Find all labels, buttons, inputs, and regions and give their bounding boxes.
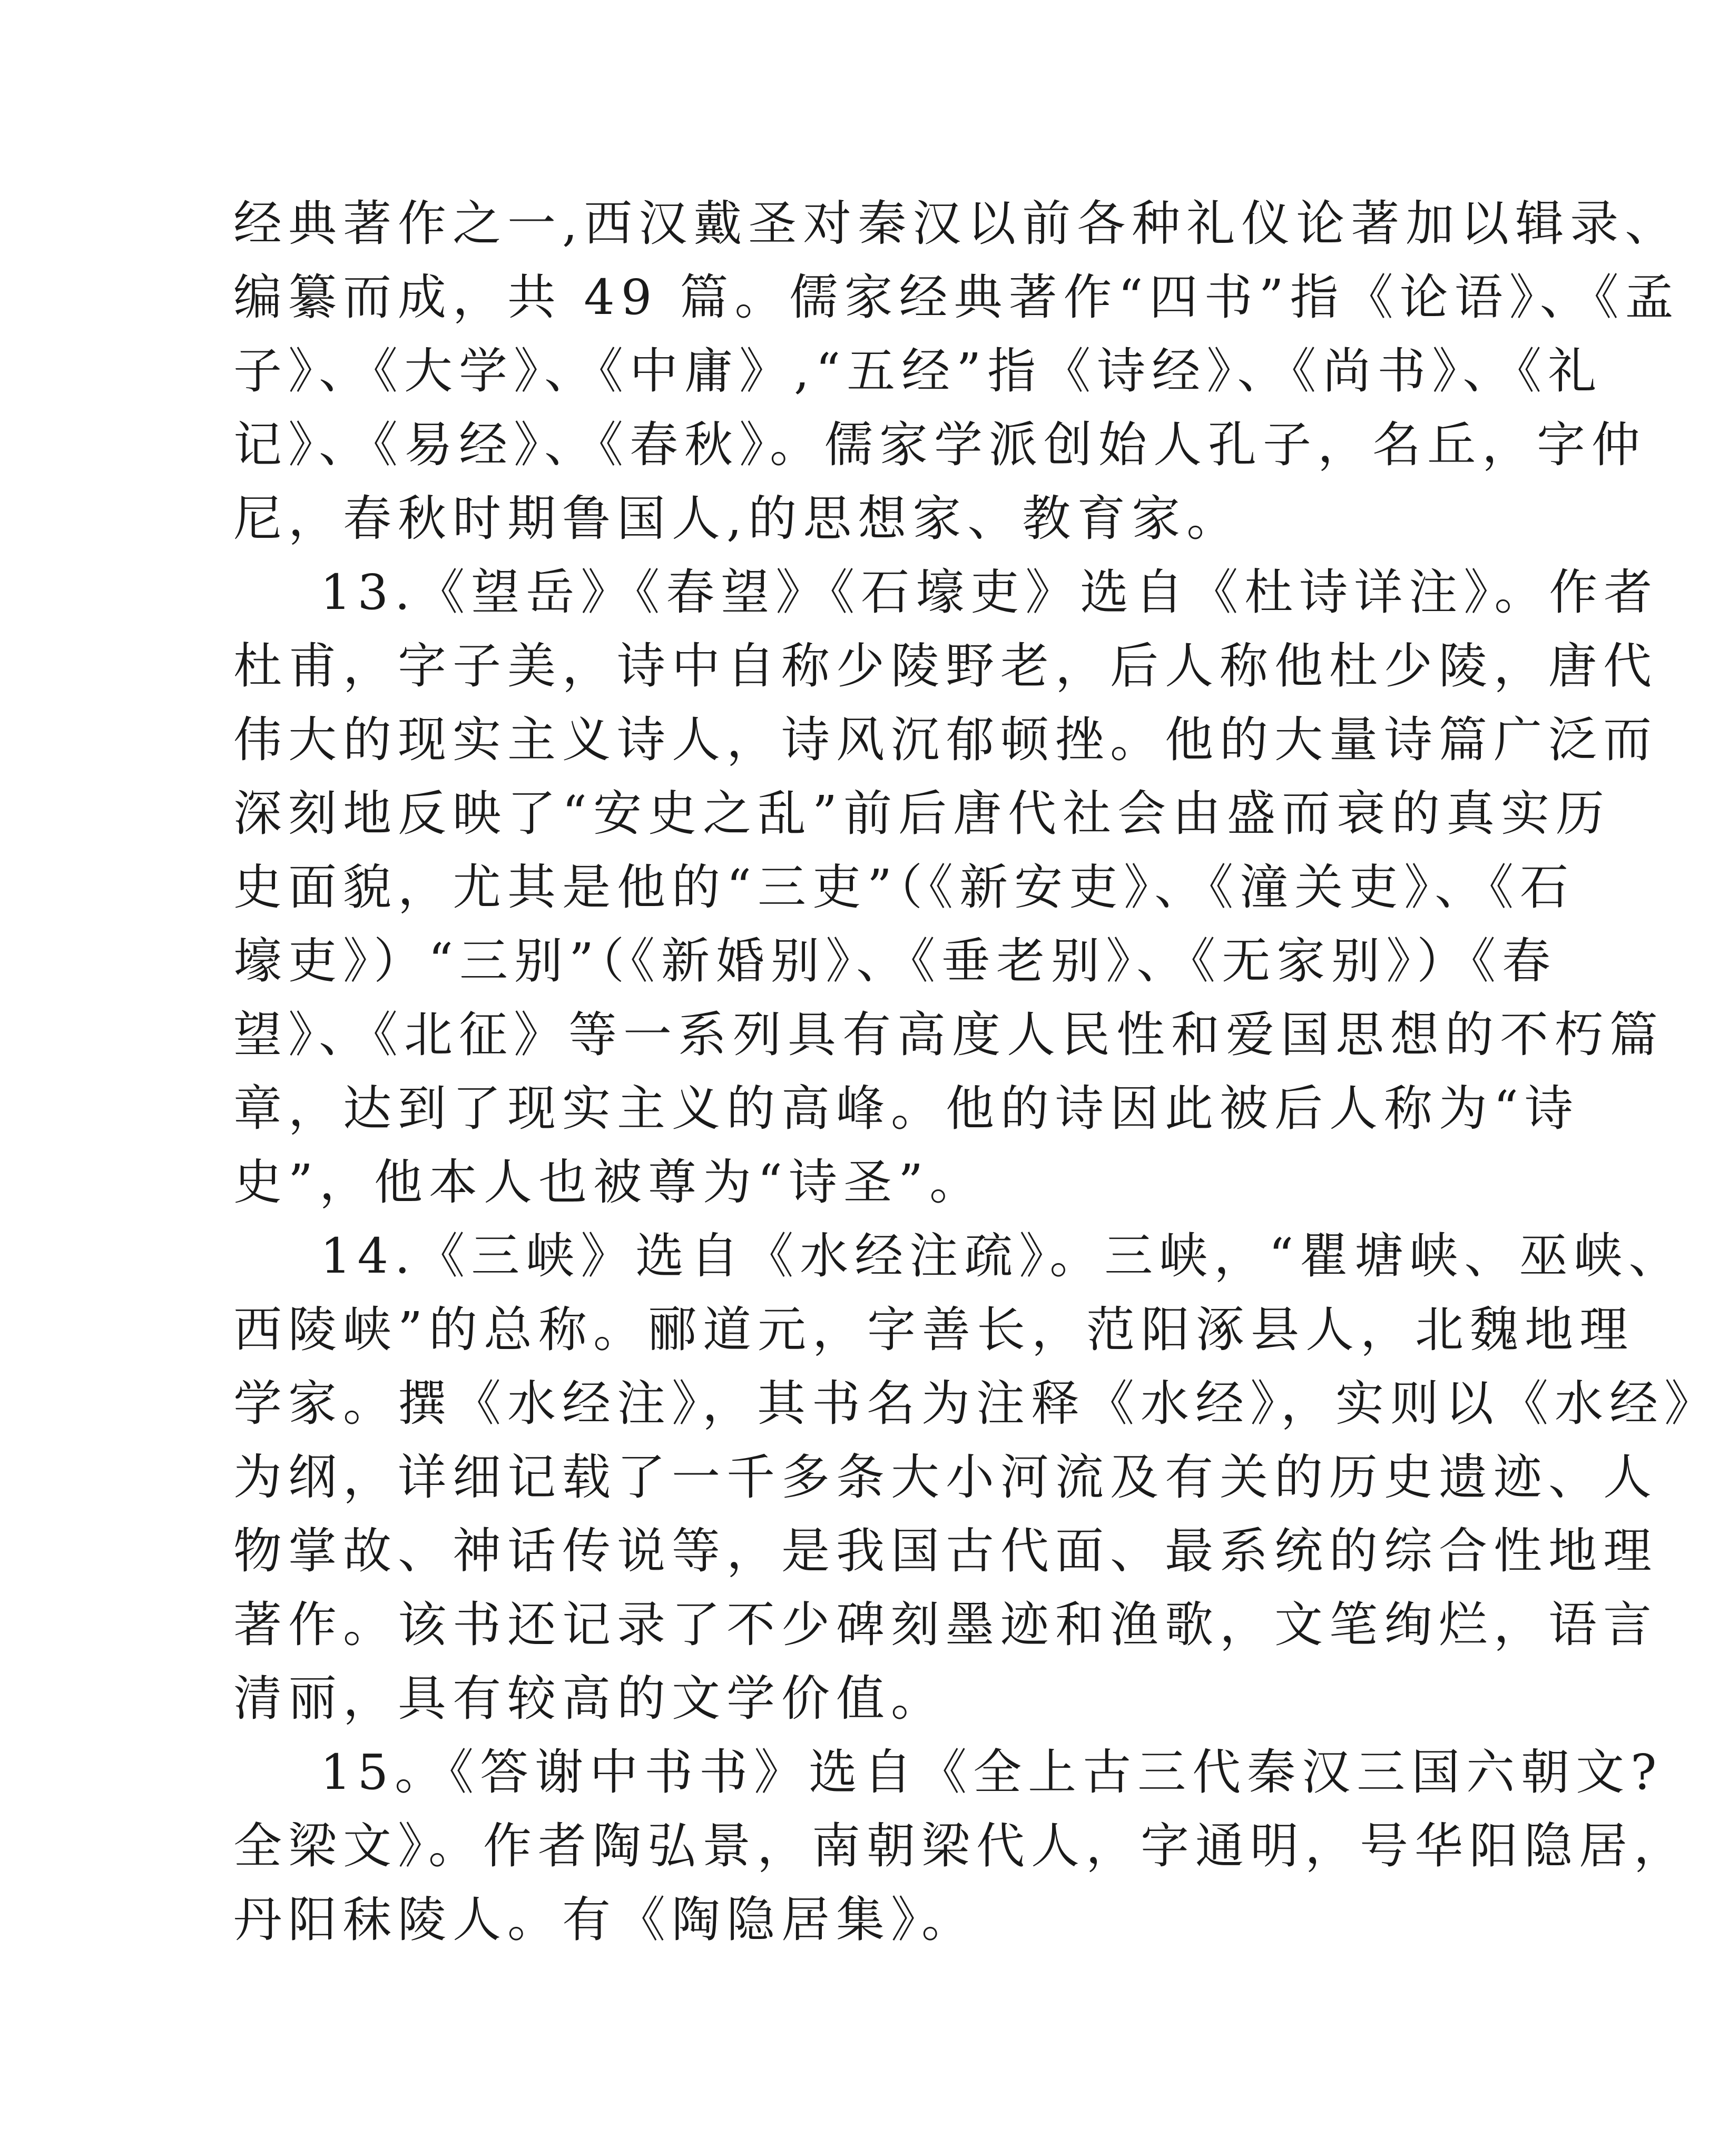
paragraph-15-first-line: 15。《答谢中书书》选自《全上古三代秦汉三国六朝文? xyxy=(320,1744,1663,1800)
text-line: 为纲，详细记载了一千多条大小河流及有关的历史遗迹、人 xyxy=(233,1449,1658,1505)
text-line: 杜甫，字子美，诗中自称少陵野老，后人称他杜少陵，唐代 xyxy=(233,638,1658,694)
text-line: 深刻地反映了“安史之乱”前后唐代社会由盛而衰的真实历 xyxy=(233,785,1611,842)
text-line: 壕吏》）“三别”（《新婚别》、《垂老别》、《无家别》）《春 xyxy=(233,933,1557,989)
text-line: 记》、《易经》、《春秋》。儒家学派创始人孔子，名丘，字仲 xyxy=(233,417,1647,473)
text-line: 伟大的现实主义诗人，诗风沉郁顿挫。他的大量诗篇广泛而 xyxy=(233,712,1658,768)
text-line: 编纂而成，共 49 篇。儒家经典著作“四书”指《论语》、《孟 xyxy=(233,269,1680,326)
text-line: 学家。撰《水经注》，其书名为注释《水经》，实则以《水经》 xyxy=(233,1375,1719,1432)
paragraph-13-first-line: 13.《望岳》《春望》《石壕吏》选自《杜诗详注》。作者 xyxy=(320,564,1659,621)
text-line: 全梁文》。作者陶弘景，南朝梁代人，字通明，号华阳隐居， xyxy=(233,1818,1689,1874)
text-line: 西陵峡”的总称。郦道元，字善长，范阳涿县人，北魏地理 xyxy=(233,1302,1635,1358)
paragraph-14-first-line: 14.《三峡》选自《水经注疏》。三峡，“瞿塘峡、巫峡、 xyxy=(320,1228,1684,1284)
text-line: 望》、《北征》等一系列具有高度人民性和爱国思想的不朽篇 xyxy=(233,1007,1665,1063)
text-line: 史面貌，尤其是他的“三吏”（《新安吏》、《潼关吏》、《石 xyxy=(233,859,1575,915)
text-line: 丹阳秣陵人。有《陶隐居集》。 xyxy=(233,1892,977,1948)
text-line: 子》、《大学》、《中庸》,“五经”指《诗经》、《尚书》、《礼 xyxy=(233,343,1603,399)
text-line: 尼，春秋时期鲁国人,的思想家、教育家。 xyxy=(233,490,1242,547)
text-line: 著作。该书还记录了不少碑刻墨迹和渔歌，文笔绚烂，语言 xyxy=(233,1597,1658,1653)
text-line: 物掌故、神话传说等，是我国古代面、最系统的综合性地理 xyxy=(233,1523,1658,1579)
body-text xyxy=(233,187,1719,1957)
text-line: 经典著作之一,西汉戴圣对秦汉以前各种礼仪论著加以辑录、 xyxy=(233,195,1680,252)
text-line: 清丽，具有较高的文学价值。 xyxy=(233,1670,946,1727)
text-line: 章，达到了现实主义的高峰。他的诗因此被后人称为“诗 xyxy=(233,1080,1580,1137)
text-line: 史”，他本人也被尊为“诗圣”。 xyxy=(233,1154,985,1210)
